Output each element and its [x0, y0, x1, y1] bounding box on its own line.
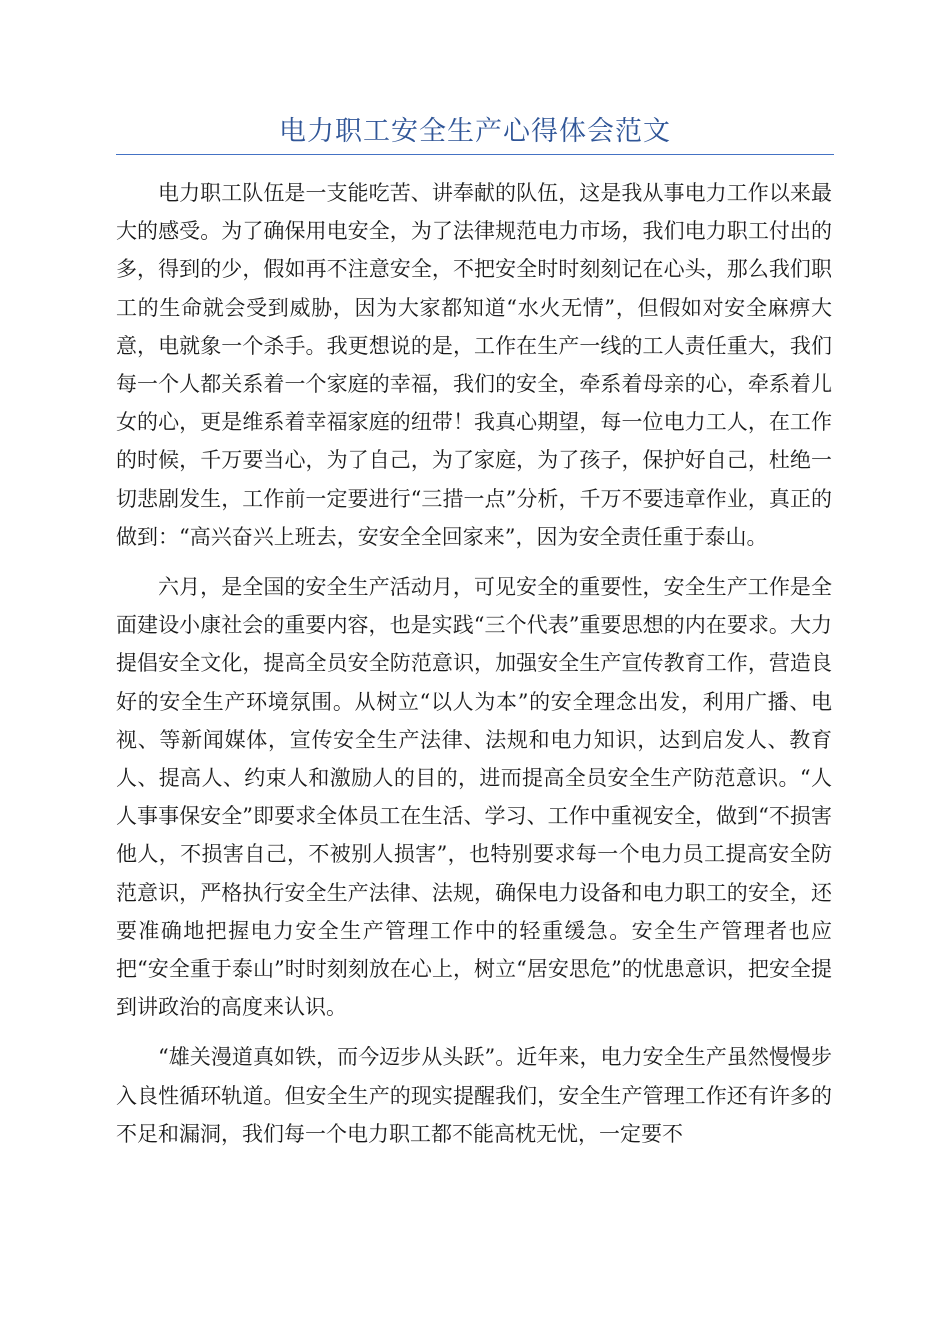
paragraph-1: 电力职工队伍是一支能吃苦、讲奉献的队伍，这是我从事电力工作以来最大的感受。为了确保用电安全，为了法律规范电力市场，我们电力职工付出的多，得到的少，假如再不注意安全，不把安全时时刻刻记在心头，那么我们职工的生命就会受到威胁，因为大家都知道“水火无情”，但假如对安全麻痹大意，电就象一个杀手。我更想说的是，工作在生产一线的工人责任重大，我们每一个人都关系着一个家庭的幸福，我们的安全，牵系着母亲的心，牵系着儿女的心，更是维系着幸福家庭的纽带！我真心期望，每一位电力工人，在工作的时候，千万要当心，为了自己，为了家庭，为了孩子，保护好自己，杜绝一切悲剧发生，工作前一定要进行“三措一点”分析，千万不要违章作业，真正的做到：“高兴奋兴上班去，安安全全回家来”，因为安全责任重于泰山。: [116, 181, 832, 549]
paragraph-2: 六月，是全国的安全生产活动月，可见安全的重要性，安全生产工作是全面建设小康社会的重要内容，也是实践“三个代表”重要思想的内在要求。大力提倡安全文化，提高全员安全防范意识，加强安全生产宣传教育工作，营造良好的安全生产环境氛围。从树立“以人为本”的安全理念出发，利用广播、电视、等新闻媒体，宣传安全生产法律、法规和电力知识，达到启发人、教育人、提高人、约束人和激励人的目的，进而提高全员安全生产防范意识。“人人事事保安全”即要求全体员工在生活、学习、工作中重视安全，做到“不损害他人，不损害自己，不被别人损害”，也特别要求每一个电力员工提高安全防范意识，严格执行安全生产法律、法规，确保电力设备和电力职工的安全，还要准确地把握电力安全生产管理工作中的轻重缓急。安全生产管理者也应把“安全重于泰山”时时刻刻放在心上，树立“居安思危”的忧患意识，把安全提到讲政治的高度来认识。: [116, 575, 832, 1020]
document-body: [116, 174, 832, 1165]
document-title: 电力职工安全生产心得体会范文: [279, 116, 671, 147]
paragraph-3: “雄关漫道真如铁，而今迈步从头跃”。近年来，电力安全生产虽然慢慢步入良性循环轨道。但安全生产的现实提醒我们，安全生产管理工作还有许多的不足和漏洞，我们每一个电力职工都不能高枕无忧，一定要不: [116, 1045, 832, 1146]
title-underline: [116, 154, 834, 155]
